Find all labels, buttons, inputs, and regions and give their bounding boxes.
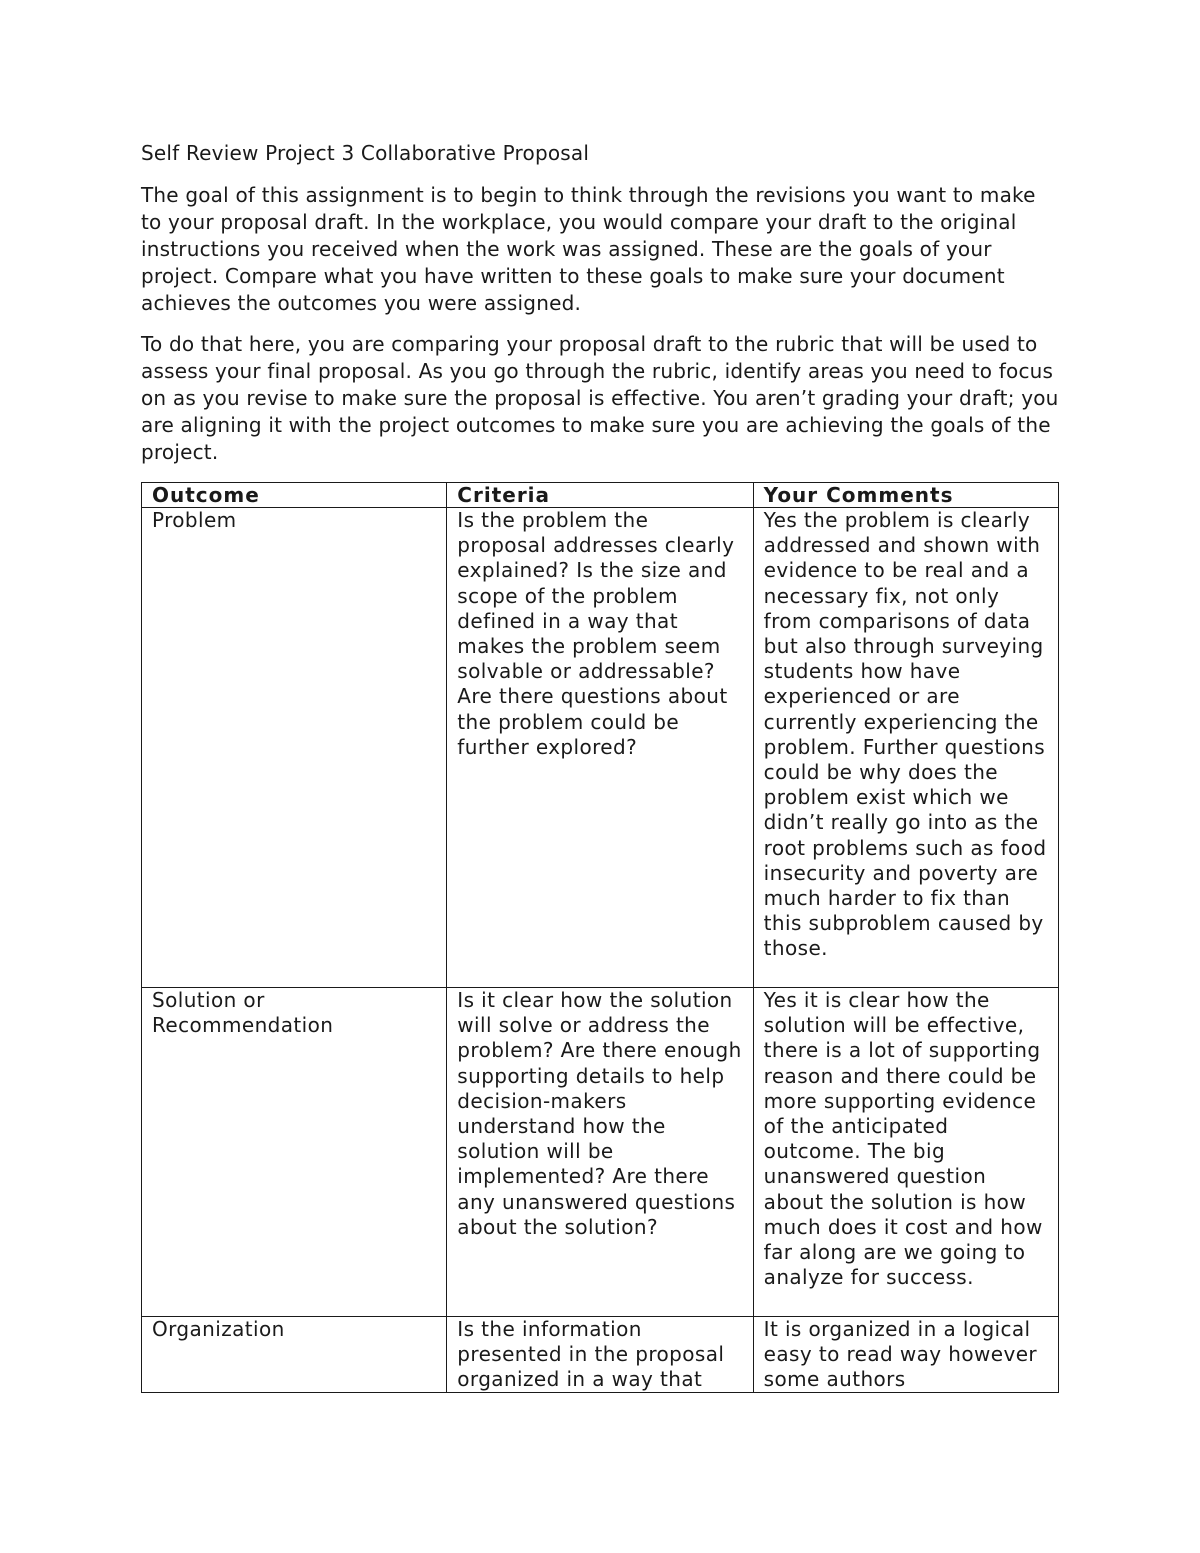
table-row: [142, 508, 1059, 988]
document-title: Self Review Project 3 Collaborative Proposal: [141, 141, 590, 165]
criteria-cell: [447, 1317, 753, 1393]
criteria-cell: Is the problem the proposal addresses clearly explained? Is the size and scope of the problem defined in a way that makes the problem seem solvable or addressable? Are there questions about the problem could be further explored?: [447, 508, 753, 988]
outcome-text: Organization: [152, 1317, 285, 1341]
intro-paragraph: The goal of this assignment is to begin to think through the revisions you want to make to your proposal draft. In the workplace, you would compare your draft to the original instructions you received when the work was assigned. These are the goals of your project. Compare what you have written to these goals to make sure your document achieves the outcomes you were assigned.: [141, 183, 1036, 315]
criteria-text: Is the information presented in the proposal organized in a way that: [457, 1317, 725, 1392]
table-row: [142, 1317, 1059, 1393]
rubric-table: [141, 482, 1059, 1393]
comments-text: It is organized in a logical easy to read way however some authors: [763, 1317, 1038, 1392]
table-header-row: [142, 483, 1059, 508]
comments-cell: Yes the problem is clearly addressed and shown with evidence to be real and a necessary fix, not only from comparisons of data but also through surveying students how have experienced or are currently experiencing the problem. Further questions could be why does the problem exist which we didn’t really go into as the root problems such as food insecurity and poverty are much harder to fix than this subproblem caused by those.: [753, 508, 1058, 988]
outcome-cell: Problem: [142, 508, 447, 988]
criteria-cell: Is it clear how the solution will solve or address the problem? Are there enough supporting details to help decision-makers understand how the solution will be implemented? Are there any unanswered questions about the solution?: [447, 988, 753, 1317]
comments-cell: Yes it is clear how the solution will be effective, there is a lot of supporting reason and there could be more supporting evidence of the anticipated outcome. The big unanswered question about the solution is how much does it cost and how far along are we going to analyze for success.: [753, 988, 1058, 1317]
outcome-cell: Solution or Recommendation: [142, 988, 447, 1317]
header-criteria: Criteria: [447, 483, 753, 508]
header-comments: Your Comments: [753, 483, 1058, 508]
document-page: [141, 140, 1061, 1393]
outcome-cell: [142, 1317, 447, 1393]
header-outcome: Outcome: [142, 483, 447, 508]
table-row: [142, 988, 1059, 1317]
instructions-paragraph: To do that here, you are comparing your proposal draft to the rubric that will be used to assess your final proposal. As you go through the rubric, identify areas you need to focus on as you revise to make sure the proposal is effective. You aren’t grading your draft; you are aligning it with the project outcomes to make sure you are achieving the goals of the project.: [141, 332, 1059, 464]
comments-cell: [753, 1317, 1058, 1393]
